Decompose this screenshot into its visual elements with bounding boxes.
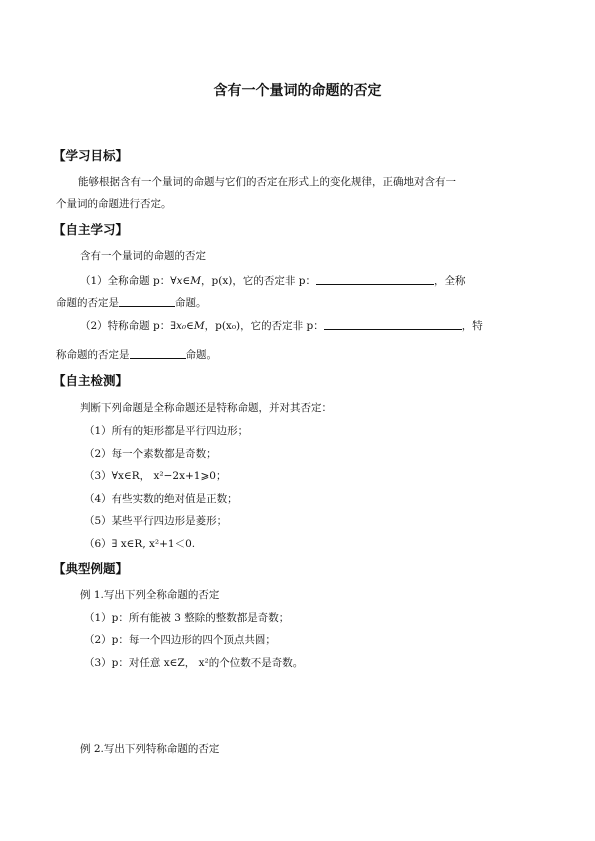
q1-type-blank[interactable] [119,295,175,307]
goal-text-line1: 能够根据含有一个量词的命题与它们的否定在形式上的变化规律，正确地对含有一 [78,176,456,188]
section-heading-self-test: 【自主检测】 [53,373,129,388]
test-item: （6）∃ x∈R, x²+1＜0. [84,538,196,550]
q2-mid: ，p(x₀)，它的否定非 p： [204,320,324,332]
q1-math: ∀x∈M [170,275,202,287]
test-item: （5）某些平行四边形是菱形； [84,515,228,527]
q1-suffix: ，全称 [433,275,466,287]
q2-math: ∃x₀∈M [170,320,205,332]
q1-line2-suffix: 命题。 [175,297,207,309]
q1-answer-blank[interactable] [316,273,434,285]
test-item: （1）所有的矩形都是平行四边形； [84,425,249,437]
study-q1-line2 [56,295,207,310]
q2-suffix: ，特 [461,320,483,332]
test-item: （2）每一个素数都是奇数； [84,448,217,460]
page-title: 含有一个量词的命题的否定 [213,83,382,99]
section-heading-self-study: 【自主学习】 [53,222,129,237]
example1-item: （1）p：所有能被 3 整除的整数都是奇数； [84,612,290,624]
example1-item: （3）p：对任意 x∈Z， x²的个位数不是奇数。 [84,657,304,669]
example1-item: （2）p：每一个四边形的四个顶点共圆； [84,634,276,646]
example2-heading: 例 2.写出下列特称命题的否定 [80,743,220,755]
test-item: （3）∀x∈R， x²−2x+1⩾0； [84,470,227,482]
q1-prefix: （1）全称命题 p： [80,275,171,287]
q2-answer-blank[interactable] [324,318,462,330]
study-q1-line1 [80,273,465,288]
study-q2-line2 [56,347,217,362]
q2-line2-prefix: 称命题的否定是 [56,349,130,361]
q1-mid: ，p(x)，它的否定非 p： [201,275,316,287]
q2-prefix: （2）特称命题 p： [80,320,171,332]
study-intro: 含有一个量词的命题的否定 [80,250,206,262]
q2-line2-suffix: 命题。 [185,349,217,361]
section-heading-goal: 【学习目标】 [53,148,129,163]
study-q2-line1 [80,318,483,333]
q1-line2-prefix: 命题的否定是 [56,297,119,309]
section-heading-examples: 【典型例题】 [53,561,129,576]
example1-heading: 例 1.写出下列全称命题的否定 [80,589,220,601]
goal-text-line2: 个量词的命题进行否定。 [56,198,172,210]
test-item: （4）有些实数的绝对值是正数； [84,493,238,505]
test-intro: 判断下列命题是全称命题还是特称命题，并对其否定： [80,402,332,414]
q2-type-blank[interactable] [130,347,186,359]
